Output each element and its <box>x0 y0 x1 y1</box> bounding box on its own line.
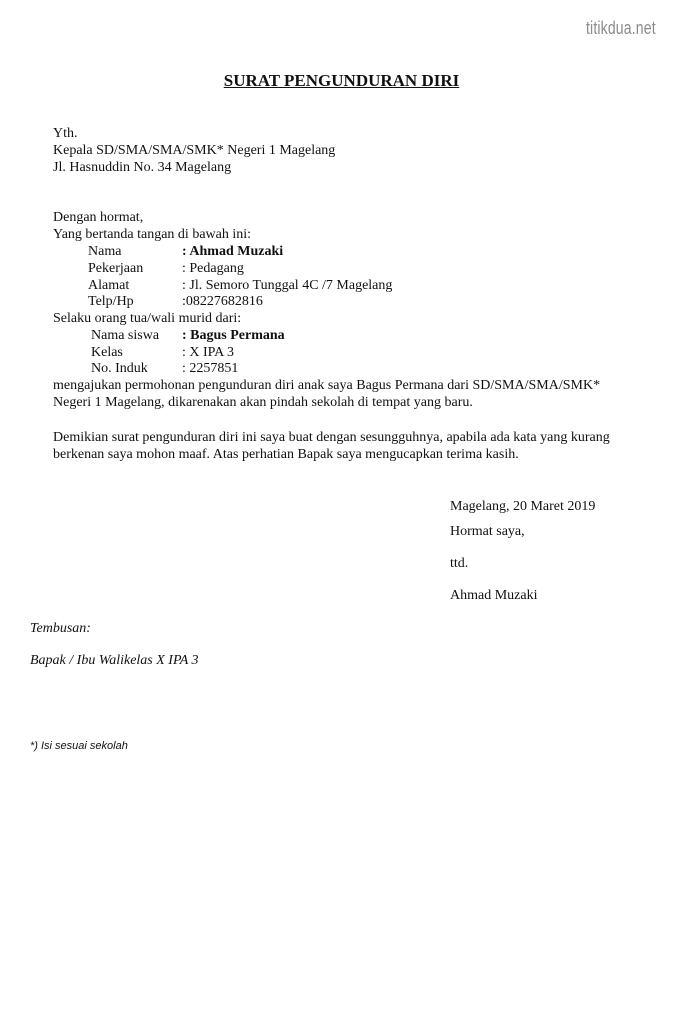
title-text: SURAT PENGUNDURAN DIRI <box>223 71 460 90</box>
student-label: Kelas <box>91 345 123 360</box>
place-date: Magelang, 20 Maret 2019 <box>450 499 596 514</box>
parent-label: Pekerjaan <box>88 261 144 276</box>
parent-label: Telp/Hp <box>88 294 134 309</box>
footnote: *) Isi sesuai sekolah <box>30 740 128 752</box>
recipient-line: Kepala SD/SMA/SMA/SMK* Negeri 1 Magelang <box>53 143 336 158</box>
parent-value: : Ahmad Muzaki <box>182 244 284 259</box>
watermark: titikdua.net <box>586 18 656 38</box>
parent-value: : Jl. Semoro Tunggal 4C /7 Magelang <box>182 278 393 293</box>
parent-label: Nama <box>88 244 122 259</box>
greeting: Dengan hormat, <box>53 210 144 225</box>
recipient-line: Jl. Hasnuddin No. 34 Magelang <box>53 160 232 175</box>
student-label: Nama siswa <box>91 328 160 343</box>
body-line: Demikian surat pengunduran diri ini saya buat dengan sesungguhnya, apabila ada kata yang kurang <box>53 430 610 445</box>
signature-ttd: ttd. <box>450 556 469 571</box>
student-label: No. Induk <box>91 361 148 376</box>
parent-label: Alamat <box>88 278 130 293</box>
parent-value: :08227682816 <box>182 294 263 309</box>
body-line: mengajukan permohonan pengunduran diri anak saya Bagus Permana dari SD/SMA/SMA/SMK* <box>53 378 601 393</box>
recipient-line: Yth. <box>53 126 78 141</box>
signer-name: Ahmad Muzaki <box>450 588 538 603</box>
student-intro: Selaku orang tua/wali murid dari: <box>53 311 242 326</box>
body-line: Negeri 1 Magelang, dikarenakan akan pindah sekolah di tempat yang baru. <box>53 395 473 410</box>
letter-title <box>0 72 683 89</box>
student-value: : X IPA 3 <box>182 345 235 360</box>
intro: Yang bertanda tangan di bawah ini: <box>53 227 252 242</box>
closing: Hormat saya, <box>450 524 525 539</box>
student-value: : 2257851 <box>182 361 239 376</box>
parent-value: : Pedagang <box>182 261 244 276</box>
student-value: : Bagus Permana <box>182 328 285 343</box>
cc-recipient: Bapak / Ibu Walikelas X IPA 3 <box>30 653 199 668</box>
cc-label: Tembusan: <box>30 621 91 636</box>
body-line: berkenan saya mohon maaf. Atas perhatian Bapak saya mengucapkan terima kasih. <box>53 447 519 462</box>
